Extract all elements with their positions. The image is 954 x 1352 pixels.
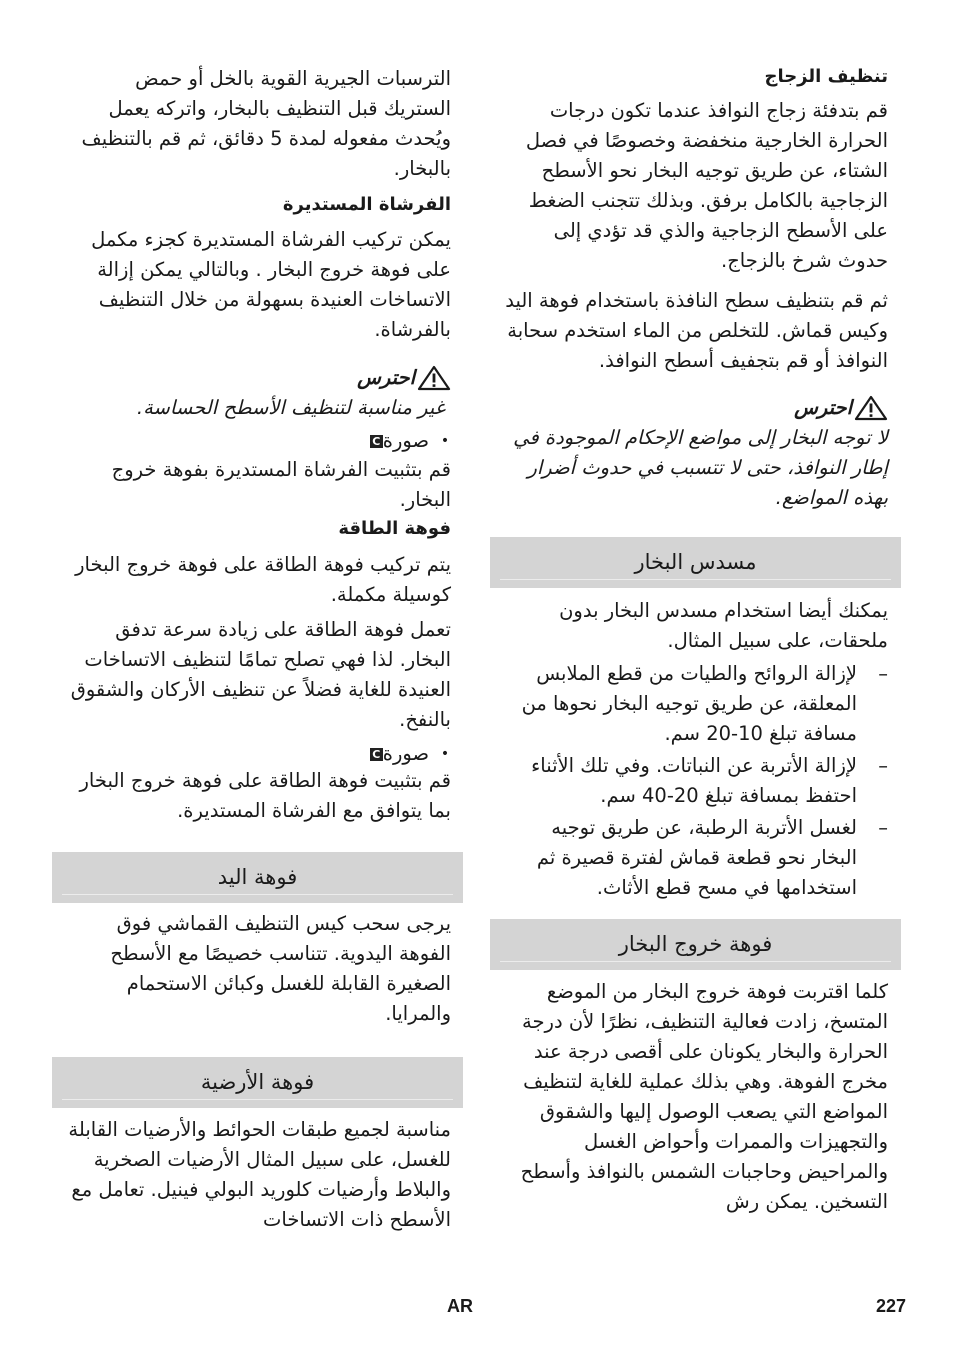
bullet-marker: •: [440, 433, 450, 449]
steam-outlet-heading: فوهة خروج البخار: [618, 932, 773, 956]
dash-marker: –: [878, 754, 888, 777]
dash-marker: –: [878, 662, 888, 685]
figure-label: صورةC: [370, 426, 429, 456]
floor-nozzle-heading: فوهة الأرضية: [200, 1070, 315, 1094]
warning-title: احترس: [794, 396, 852, 419]
round-brush-heading: الفرشاة المستديرة: [282, 194, 451, 215]
left-column-bottom: [66, 0, 451, 1352]
list-item-text: لإزالة الروائح والطيات من قطع الملابس المعلقة، عن طريق توجيه البخار نحوها من مسافة تبلغ 10-20 سم.: [521, 662, 857, 745]
round-brush-text: يمكن تركيب الفرشاة المستديرة كجزء مكمل على فوهة خروج البخار . وبالتالي يمكن إزالة الاتساخات العنيدة بسهولة من خلال التنظيف بالفرشاة.: [91, 228, 451, 341]
figure-c-icon: C: [370, 748, 383, 761]
power-nozzle-heading: فوهة الطاقة: [338, 518, 451, 539]
steam-outlet-text: كلما اقتربت فوهة خروج البخار من الموضع المتسخ، زادت فعالية التنظيف، نظرًا لأن درجة الحرارة والبخار يكونان على أقصى درجة عند مخرج الفوهة. وهي بذلك عملية للغاية لتنظيف المواضع التي يصعب الوصول إليها والشقوق والتجهيزات والممرات وأحواض الغسل والمراحيض وحاجبات الشمس بالنوافذ وأسطح التسخين. يمكن رش: [520, 980, 888, 1213]
warning-text: لا توجه البخار إلى مواضع الإحكام الموجودة في إطار النوافذ، حتى لا تتسبب في حدوث أضرار بهذه المواضع.: [513, 426, 888, 509]
hand-nozzle-heading: فوهة اليد: [217, 865, 298, 889]
right-column-bottom: [505, 0, 888, 1352]
figure-c-icon: C: [370, 435, 383, 448]
page-number: 227: [876, 1296, 907, 1316]
list-item-text: لإزالة الأتربة عن النباتات. وفي تلك الأثناء احتفظ بمسافة تبلغ 20-40 سم.: [531, 754, 857, 807]
warning-text: غير مناسبة لتنظيف الأسطح الحساسة.: [136, 396, 445, 419]
glass-cleaning-paragraph-1: قم بتدفئة زجاج النوافذ عندما تكون درجات الحرارة الخارجية منخفضة وخصوصًا في فصل الشتاء، عن طريق توجيه البخار نحو الأسطح الزجاجية بالكامل برفق. وبذلك تتجنب الضغط على الأسطح الزجاجية والذي قد تؤدي إلى حدوث شرخ بالزجاج.: [525, 99, 888, 272]
language-code: AR: [447, 1296, 473, 1316]
figure-label: صورةC: [370, 739, 429, 769]
warning-title: احترس: [357, 366, 415, 389]
power-nozzle-paragraph-1: يتم تركيب فوهة الطاقة على فوهة خروج البخار كوسيلة مكملة.: [75, 553, 451, 606]
floor-nozzle-text: مناسبة لجميع طبقات الحوائط والأرضيات القابلة للغسل، على سبيل المثال الأرضيات الصخرية والبلاط وأرضيات كلوريد البولي فينيل. تعامل مع الأسطح ذات الاتساخات: [68, 1118, 451, 1231]
limescale-text: الترسبات الجيرية القوية بالخل أو حمض الستريك قبل التنظيف بالبخار، واتركه يعمل ويُحدث مفعوله لمدة 5 دقائق، ثم قم بالتنظيف بالبخار.: [81, 67, 451, 180]
bullet-marker: •: [440, 746, 450, 762]
power-nozzle-step: قم بتثبيت فوهة الطاقة على فوهة خروج البخار بما يتوافق مع الفرشاة المستديرة.: [79, 769, 451, 822]
round-brush-step: قم بتثبيت الفرشاة المستديرة بفوهة خروج البخار.: [111, 458, 451, 511]
dash-marker: –: [878, 816, 888, 839]
steam-pistol-heading: مسدس البخار: [634, 550, 757, 574]
glass-cleaning-paragraph-2: ثم قم بتنظيف سطح النافذة باستخدام فوهة اليد وكيس قماش. للتخلص من الماء استخدم سحابة النوافذ أو قم بتجفيف أسطح النوافذ.: [505, 289, 888, 372]
list-item-text: لغسل الأتربة الرطبة، عن طريق توجيه البخار نحو قطعة قماش لفترة قصيرة ثم استخدامها في مسح قطع الأثاث.: [536, 816, 857, 899]
steam-pistol-intro: يمكنك أيضا استخدام مسدس البخار بدون ملحقات، على سبيل المثال.: [559, 599, 888, 652]
hand-nozzle-text: يرجى سحب كيس التنظيف القماشي فوق الفوهة اليدوية. تتناسب خصيصًا مع الأسطح الصغيرة القابلة للغسل وكبائن الاستحمام والمرايا.: [110, 912, 451, 1025]
glass-cleaning-heading: تنظيف الزجاج: [764, 66, 888, 87]
power-nozzle-paragraph-2: تعمل فوهة الطاقة على زيادة سرعة تدفق البخار. لذا فهي تصلح تمامًا لتنظيف الاتساخات العنيدة للغاية فضلاً عن تنظيف الأركان والشقوق بالنفخ.: [70, 618, 451, 731]
